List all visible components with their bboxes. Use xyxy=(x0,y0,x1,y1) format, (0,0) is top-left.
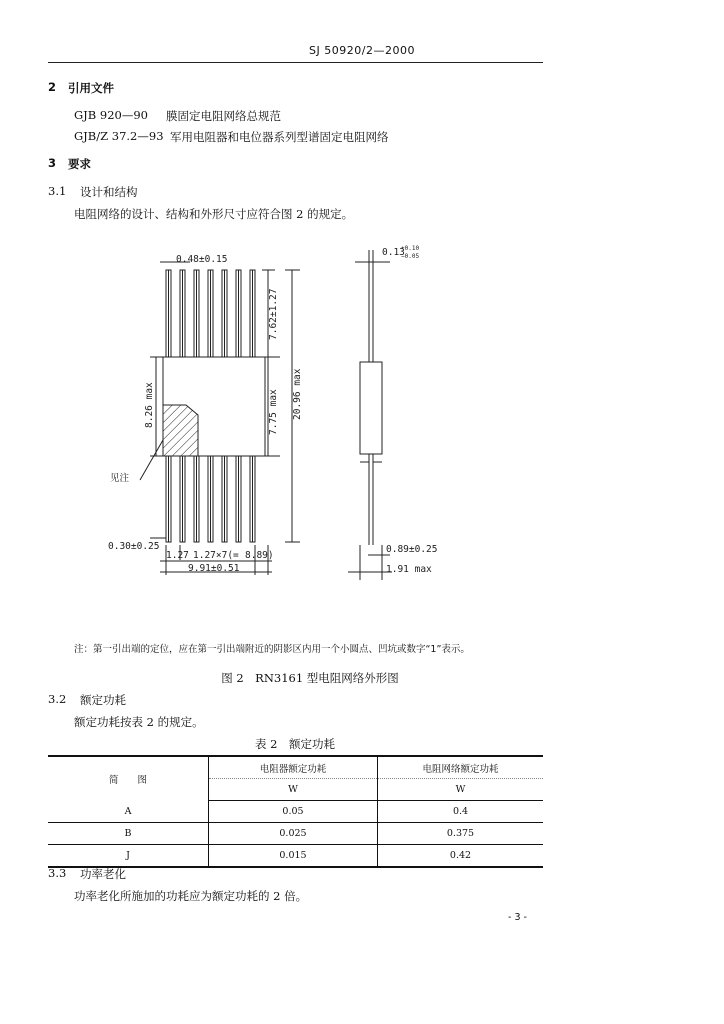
dim-side-lead-thick: 0.13 xyxy=(382,247,405,258)
ref-2-title: 军用电阻器和电位器系列型谱固定电阻网络 xyxy=(170,130,389,144)
dim-side-tol-plus: +0.10 xyxy=(401,245,420,252)
ref-1-code: GJB 920—90 xyxy=(74,108,148,122)
section-3-title: 要求 xyxy=(68,157,91,171)
section-3-2-number: 3.2 xyxy=(48,692,67,706)
section-3-3-number: 3.3 xyxy=(48,866,67,880)
note-marker: 见注 xyxy=(110,473,130,484)
top-leads xyxy=(166,270,255,357)
dim-body-length: 7.75 max xyxy=(268,389,279,435)
row-shape: B xyxy=(48,823,209,845)
col-shape-header: 简 图 xyxy=(48,756,209,801)
unit-network: W xyxy=(378,779,544,801)
side-view-body xyxy=(360,362,382,454)
figure-2-drawing xyxy=(0,235,724,645)
section-2-number: 2 xyxy=(48,80,57,94)
row-shape: J xyxy=(48,845,209,868)
section-3-number: 3 xyxy=(48,156,57,170)
ref-2-code: GJB/Z 37.2—93 xyxy=(74,129,164,143)
dim-lead-length: 7.62±1.27 xyxy=(268,288,279,340)
dim-overall-max: 20.96 max xyxy=(292,368,303,420)
dim-pitch-1: 1.27 xyxy=(166,550,189,561)
table-row xyxy=(48,845,543,868)
section-3-2-title: 额定功耗 xyxy=(80,693,126,707)
row-shape: A xyxy=(48,801,209,823)
table-row xyxy=(48,823,543,845)
dim-body-width: 8.26 max xyxy=(144,382,155,428)
dim-side-max: 1.91 max xyxy=(386,564,432,575)
section-3-2-body: 额定功耗按表 2 的规定。 xyxy=(74,715,204,729)
col-resistor-header: 电阻器额定功耗 xyxy=(209,756,378,779)
pin1-shaded-area xyxy=(163,405,198,456)
figure-caption: 图 2 RN3161 型电阻网络外形图 xyxy=(221,671,399,685)
row-network-power: 0.375 xyxy=(378,823,544,845)
dim-lead-thick: 0.30±0.25 xyxy=(108,541,160,552)
col-network-header: 电阻网络额定功耗 xyxy=(378,756,544,779)
unit-resistor: W xyxy=(209,779,378,801)
section-2-title: 引用文件 xyxy=(68,81,114,95)
section-3-3-body: 功率老化所施加的功耗应为额定功耗的 2 倍。 xyxy=(74,889,308,903)
power-table xyxy=(48,755,543,868)
header-rule xyxy=(48,62,543,63)
dim-side-tol-minus: −0.05 xyxy=(401,253,420,260)
ref-1-title: 膜固定电阻网络总规范 xyxy=(166,109,281,123)
row-network-power: 0.42 xyxy=(378,845,544,868)
row-resistor-power: 0.015 xyxy=(209,845,378,868)
figure-note: 注：第一引出端的定位，应在第一引出端附近的阴影区内用一个小圆点、凹坑或数字“1”表示。 xyxy=(74,644,470,655)
section-3-1-title: 设计和结构 xyxy=(80,185,138,199)
table-caption: 表 2 额定功耗 xyxy=(255,737,335,751)
page-number: - 3 - xyxy=(508,912,527,923)
dim-side-depth: 0.89±0.25 xyxy=(386,544,438,555)
section-3-1-number: 3.1 xyxy=(48,184,67,198)
row-resistor-power: 0.05 xyxy=(209,801,378,823)
dim-lead-width: 0.48±0.15 xyxy=(176,254,228,265)
bottom-leads xyxy=(166,456,255,542)
dim-pitch-series: 1.27×7(= xyxy=(193,550,239,561)
row-resistor-power: 0.025 xyxy=(209,823,378,845)
section-3-3-title: 功率老化 xyxy=(80,867,126,881)
section-3-1-body: 电阻网络的设计、结构和外形尺寸应符合图 2 的规定。 xyxy=(74,207,354,221)
table-row xyxy=(48,801,543,823)
standard-number: SJ 50920/2—2000 xyxy=(309,44,415,57)
dim-overall-width: 9.91±0.51 xyxy=(188,563,240,574)
dim-pitch-total: 8.89) xyxy=(245,550,274,561)
row-network-power: 0.4 xyxy=(378,801,544,823)
